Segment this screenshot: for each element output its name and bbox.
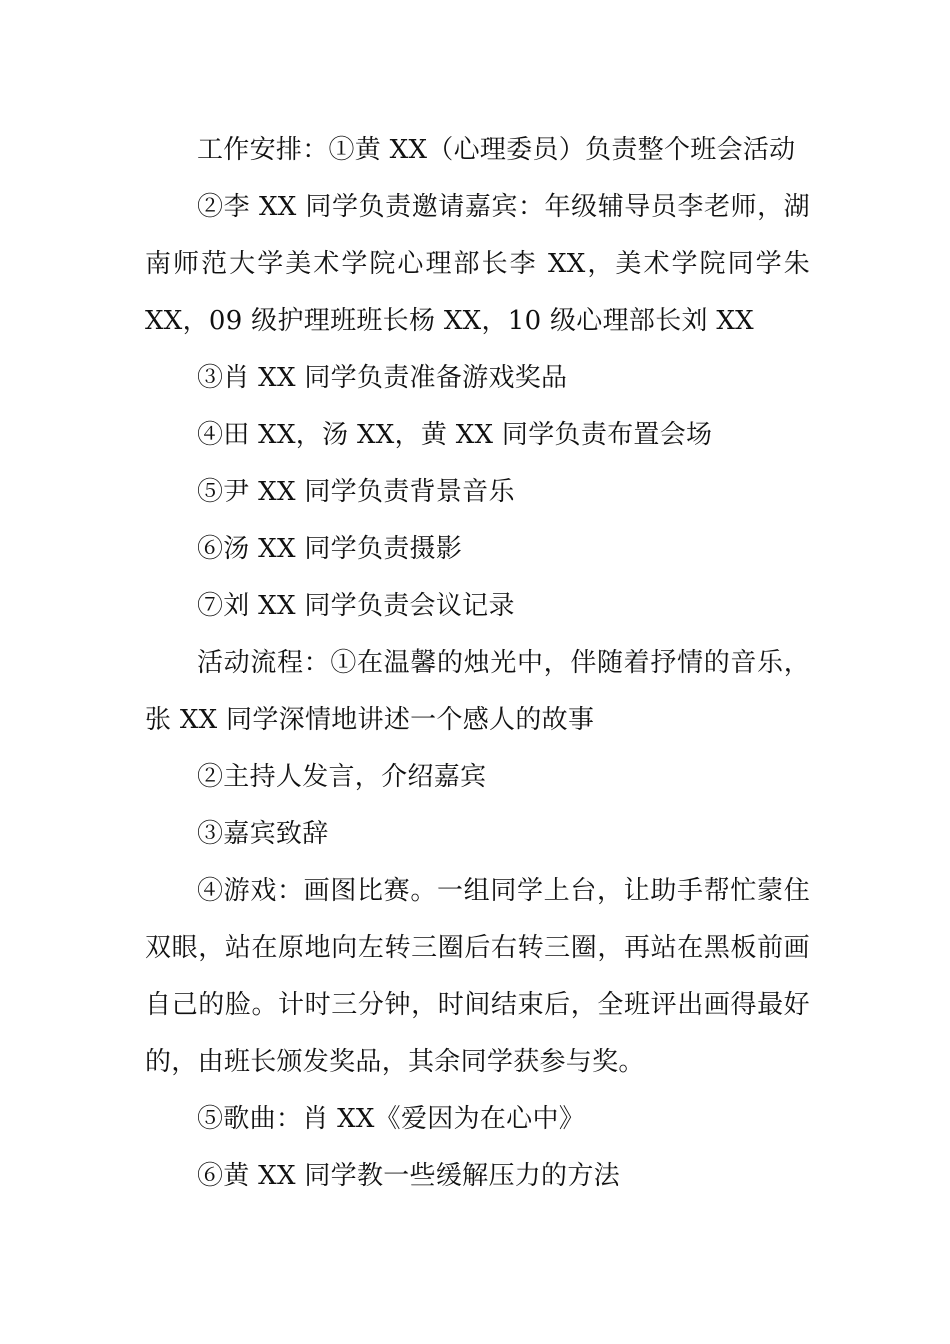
paragraph-work-arrangement-7: ⑦刘 XX 同学负责会议记录 [197, 591, 515, 621]
paragraph-work-arrangement-3: ③肖 XX 同学负责准备游戏奖品 [197, 363, 568, 393]
paragraph-activity-flow-6: ⑥黄 XX 同学教一些缓解压力的方法 [197, 1161, 620, 1191]
document-body [145, 122, 810, 1205]
paragraph-activity-flow-4: ④游戏：画图比赛。一组同学上台，让助手帮忙蒙住双眼，站在原地向左转三圈后右转三圈，再站在黑板前画自己的脸。计时三分钟，时间结束后，全班评出画得最好的，由班长颁发奖品，其余同学获参与奖。 [145, 876, 810, 1077]
paragraph-activity-flow-3: ③嘉宾致辞 [197, 819, 329, 849]
paragraph-work-arrangement-4: ④田 XX，汤 XX，黄 XX 同学负责布置会场 [197, 420, 713, 450]
paragraph-activity-flow-5: ⑤歌曲：肖 XX《爱因为在心中》 [197, 1104, 586, 1134]
paragraph-work-arrangement-2: ②李 XX 同学负责邀请嘉宾：年级辅导员李老师，湖南师范大学美术学院心理部长李 XX，美术学院同学朱 XX，09 级护理班班长杨 XX，10 级心理部长刘 XX [145, 192, 810, 336]
paragraph-work-arrangement-1: 工作安排：①黄 XX（心理委员）负责整个班会活动 [197, 135, 796, 165]
paragraph-work-arrangement-6: ⑥汤 XX 同学负责摄影 [197, 534, 463, 564]
paragraph-activity-flow-1: 活动流程：①在温馨的烛光中，伴随着抒情的音乐，张 XX 同学深情地讲述一个感人的故事 [145, 648, 810, 735]
paragraph-activity-flow-2: ②主持人发言，介绍嘉宾 [197, 762, 487, 792]
paragraph-work-arrangement-5: ⑤尹 XX 同学负责背景音乐 [197, 477, 515, 507]
